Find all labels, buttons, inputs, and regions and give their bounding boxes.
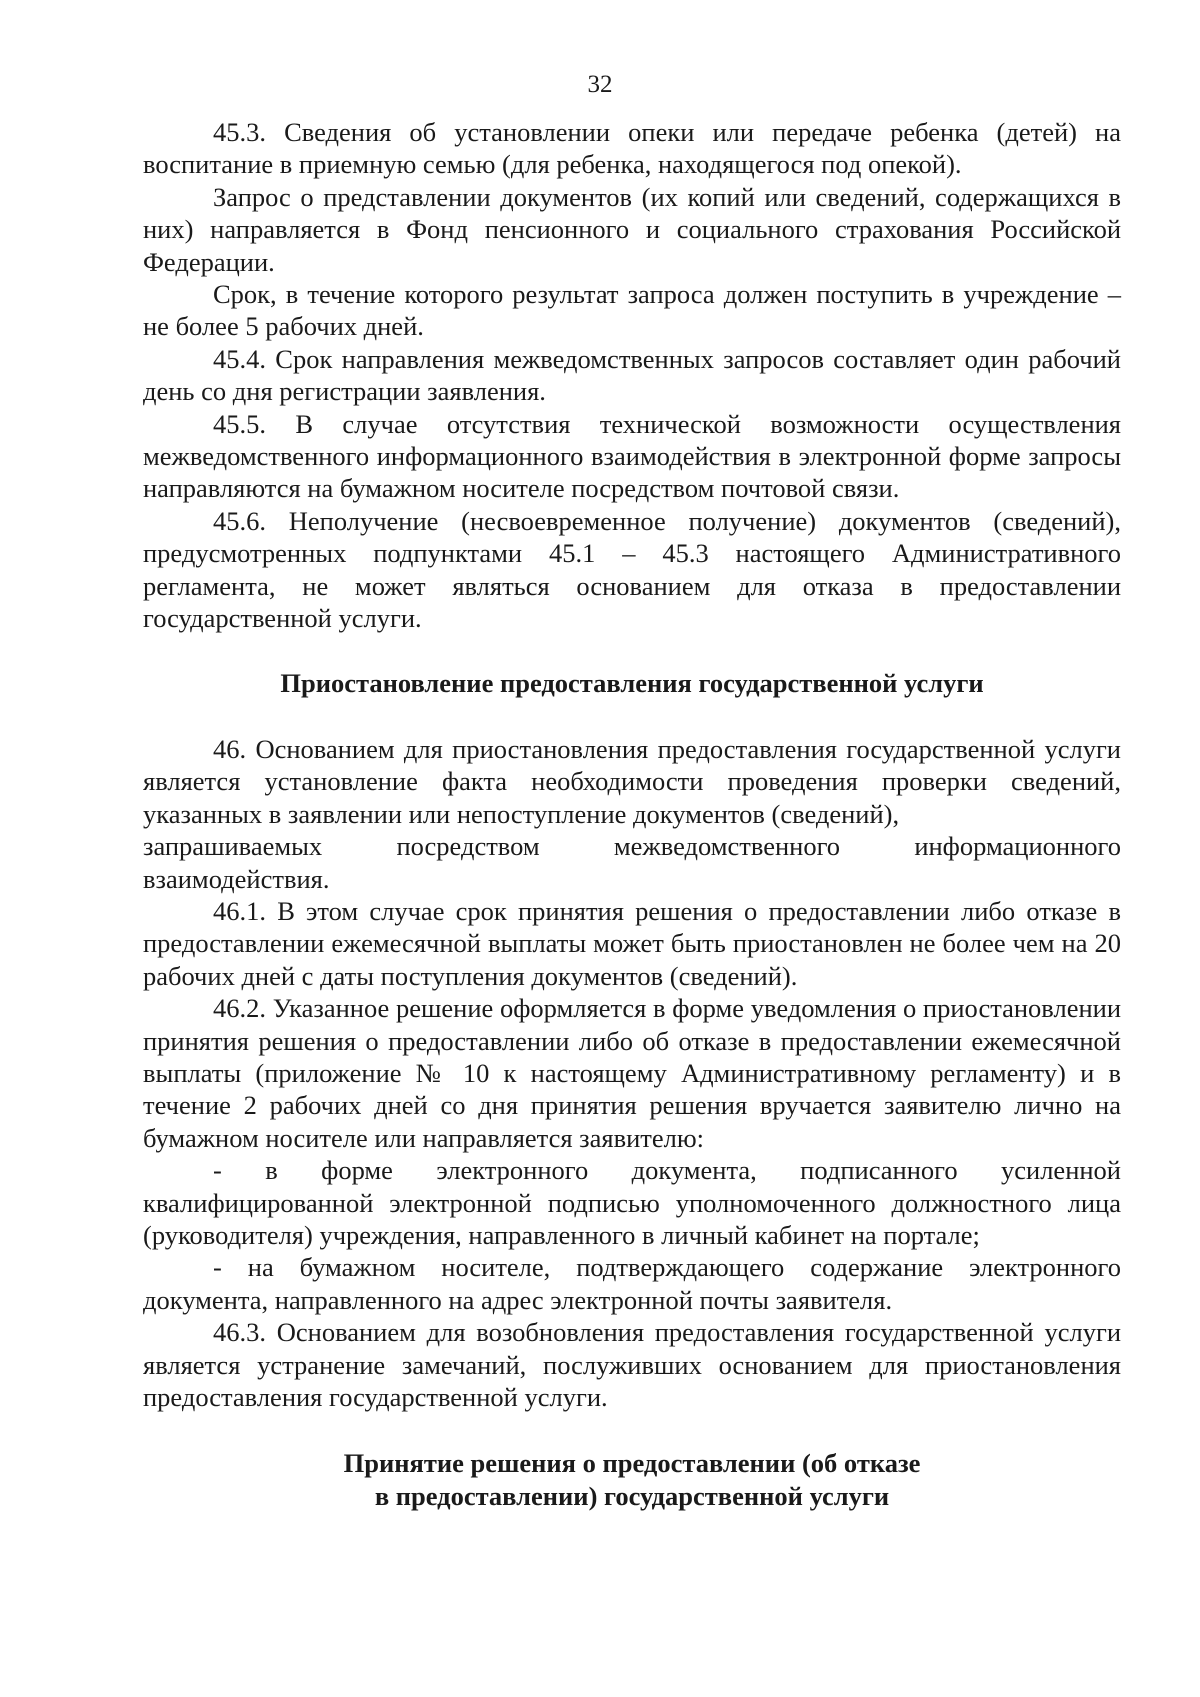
- paragraph-46-1: 46.1. В этом случае срок принятия решения о предоставлении либо отказе в предоставлении ежемесячной выплаты может быть приостановлен не более чем на 20 рабочих дней с даты поступления документов (сведений).: [143, 895, 1121, 991]
- paragraph-45-5: 45.5. В случае отсутствия технической возможности осуществления межведомственного информационного взаимодействия в электронной форме запросы направляются на бумажном носителе посредством почтовой связи.: [143, 408, 1121, 504]
- page-number: 32: [587, 71, 613, 98]
- paragraph-46-2: 46.2. Указанное решение оформляется в форме уведомления о приостановлении принятия решения о предоставлении либо об отказе в предоставлении ежемесячной выплаты (приложение № 10 к настоящему Административному регламенту) и в течение 2 рабочих дней со дня принятия решения вручается заявителю лично на бумажном носителе или направляется заявителю:: [143, 993, 1121, 1153]
- paragraph-46-spread-line: запрашиваемых посредством межведомственного информационного: [143, 831, 1121, 862]
- section-heading-decision-line2: в предоставлении) государственной услуги: [374, 1480, 890, 1511]
- spacer: [143, 1413, 1121, 1447]
- spacer: [143, 699, 1121, 733]
- list-item-paper: - на бумажном носителе, подтверждающего содержание электронного документа, направленного на адрес электронной почты заявителя.: [143, 1252, 1121, 1315]
- paragraph-46-end: взаимодействия.: [143, 863, 330, 894]
- spacer: [143, 635, 1121, 667]
- paragraph-45-4: 45.4. Срок направления межведомственных запросов составляет один рабочий день со дня регистрации заявления.: [143, 343, 1121, 407]
- paragraph-request: Запрос о представлении документов (их копий или сведений, содержащихся в них) направляется в Фонд пенсионного и социального страхования Российской Федерации.: [143, 181, 1121, 277]
- section-heading-decision-line1: Принятие решения о предоставлении (об отказе: [343, 1448, 921, 1479]
- paragraph-46: 46. Основанием для приостановления предоставления государственной услуги является установление факта необходимости проведения проверки сведений, указанных в заявлении или непоступление документов (сведений),: [143, 733, 1121, 829]
- paragraph-45-6: 45.6. Неполучение (несвоевременное получение) документов (сведений), предусмотренных подпунктами 45.1 – 45.3 настоящего Административного регламента, не может являться основанием для отказа в предоставлении государственной услуги.: [143, 505, 1121, 634]
- paragraph-deadline: Срок, в течение которого результат запроса должен поступить в учреждение – не более 5 рабочих дней.: [143, 279, 1121, 342]
- document-body: [143, 116, 1121, 1512]
- list-item-electronic: - в форме электронного документа, подписанного усиленной квалифицированной электронной подписью уполномоченного должностного лица (руководителя) учреждения, направленного в личный кабинет на портале;: [143, 1155, 1121, 1250]
- section-heading-suspension: Приостановление предоставления государственной услуги: [280, 667, 984, 698]
- paragraph-45-3: 45.3. Сведения об установлении опеки или передаче ребенка (детей) на воспитание в приемную семью (для ребенка, находящегося под опекой).: [143, 117, 1121, 180]
- paragraph-46-3: 46.3. Основанием для возобновления предоставления государственной услуги является устранение замечаний, послуживших основанием для приостановления предоставления государственной услуги.: [143, 1317, 1121, 1413]
